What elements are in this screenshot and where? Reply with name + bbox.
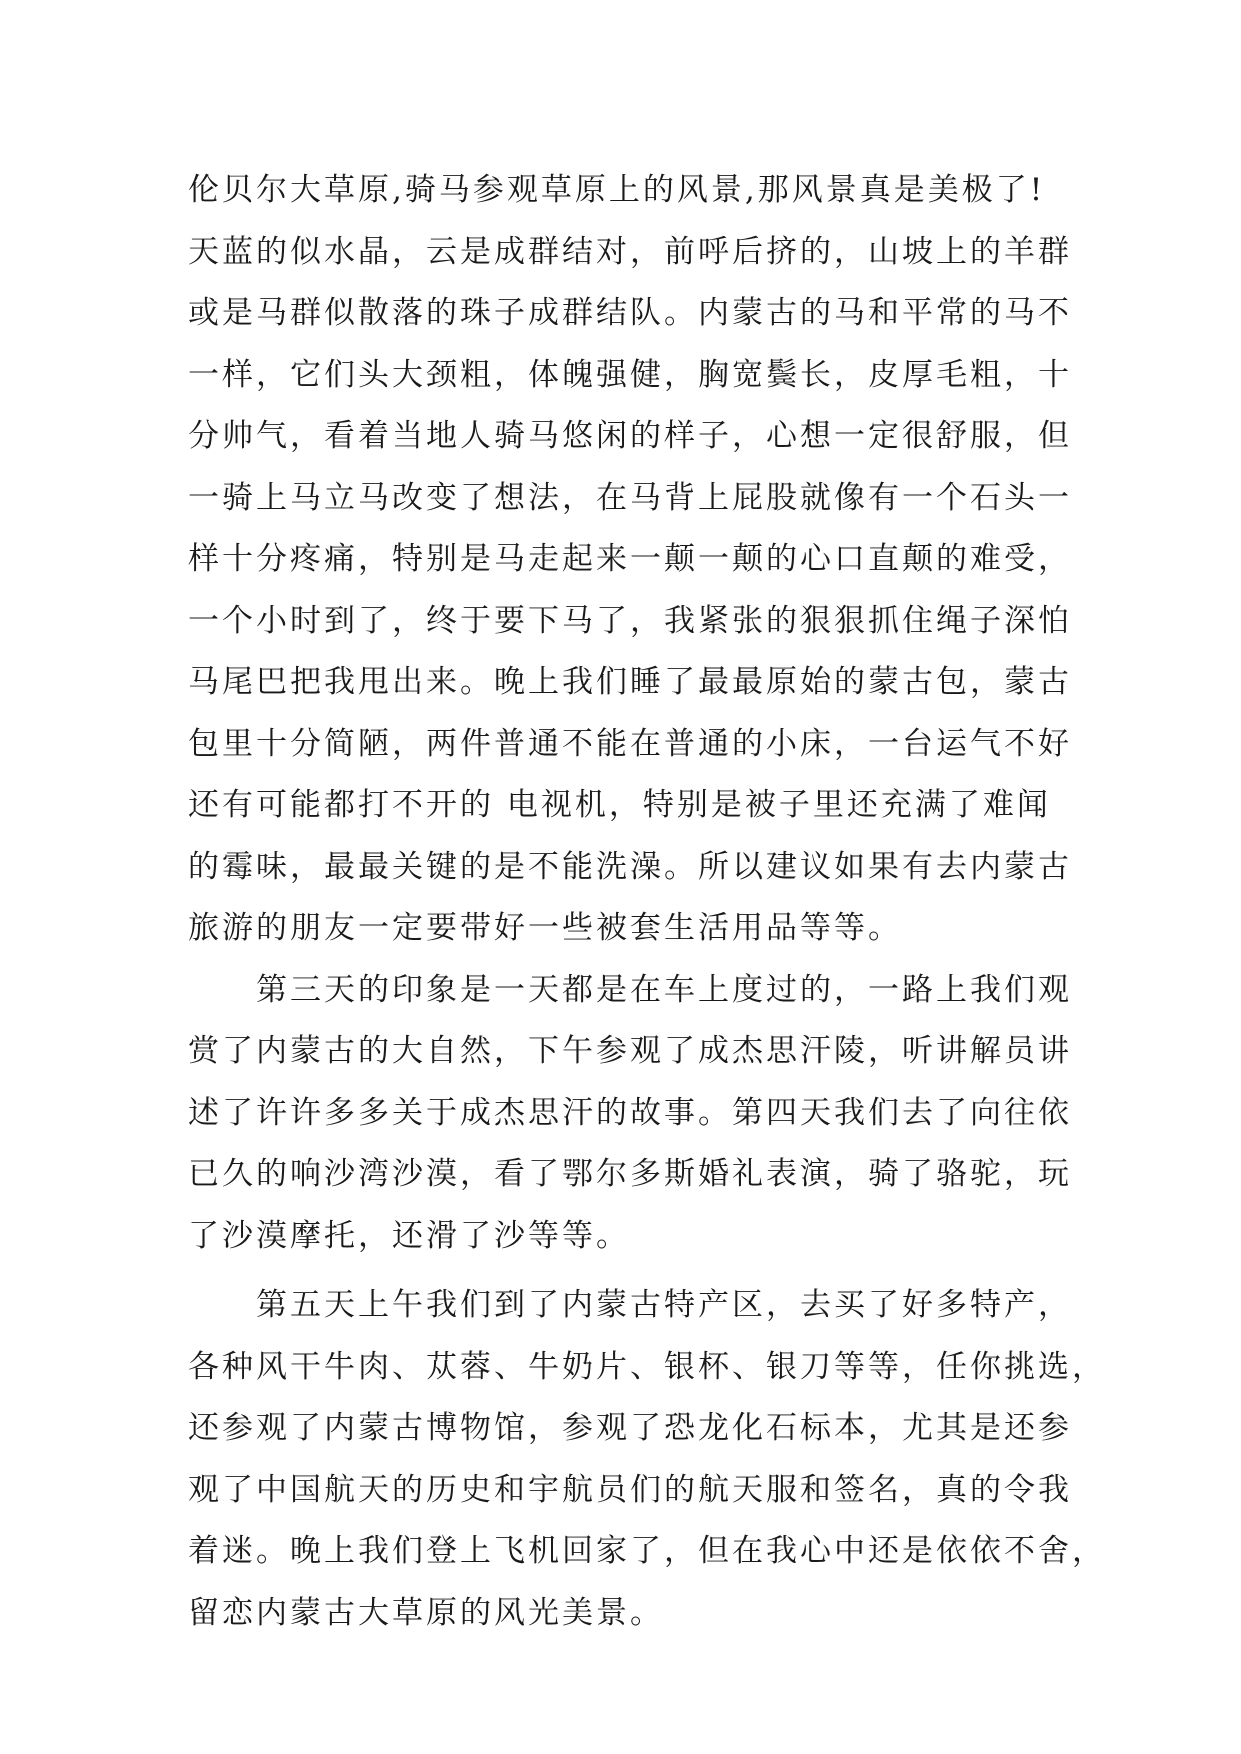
paragraph-2	[188, 960, 1072, 1268]
text-line: 观了中国航天的历史和宇航员们的航天服和签名，真的令我	[188, 1471, 1072, 1508]
text-line: 包里十分简陋，两件普通不能在普通的小床，一台运气不好	[188, 725, 1072, 762]
text-line: 或是马群似散落的珠子成群结队。内蒙古的马和平常的马不	[188, 295, 1072, 331]
text-line: 述了许许多多关于成杰思汗的故事。第四天我们去了向往依	[188, 1094, 1072, 1131]
text-line: 第五天上午我们到了内蒙古特产区，去买了好多特产，	[256, 1287, 1072, 1323]
text-line: 旅游的朋友一定要带好一些被套生活用品等等。	[188, 910, 902, 946]
text-line: 一个小时到了，终于要下马了，我紧张的狠狠抓住绳子深怕	[188, 602, 1072, 639]
text-line: 分帅气，看着当地人骑马悠闲的样子，心想一定很舒服，但	[188, 418, 1072, 454]
text-line: 了沙漠摩托，还滑了沙等等。	[188, 1217, 630, 1254]
text-line: 已久的响沙湾沙漠，看了鄂尔多斯婚礼表演，骑了骆驼，玩	[188, 1156, 1072, 1192]
text-line: 的霉味，最最关键的是不能洗澡。所以建议如果有去内蒙古	[188, 848, 1072, 885]
text-line: 赏了内蒙古的大自然，下午参观了成杰思汗陵，听讲解员讲	[188, 1033, 1072, 1069]
text-line: 第三天的印象是一天都是在车上度过的，一路上我们观	[256, 971, 1072, 1008]
text-line: 马尾巴把我甩出来。晚上我们睡了最最原始的蒙古包，蒙古	[188, 664, 1072, 700]
text-line: 各种风干牛肉、苁蓉、牛奶片、银杯、银刀等等，任你挑选，	[188, 1348, 1106, 1385]
text-line: 一骑上马立马改变了想法，在马背上屁股就像有一个石头一	[188, 479, 1072, 516]
text-line: 留恋内蒙古大草原的风光美景。	[188, 1594, 664, 1631]
paragraph-gap	[188, 1267, 1048, 1275]
paragraph-1	[188, 160, 1072, 960]
paragraph-3	[188, 1275, 1106, 1644]
text-line: 还有可能都打不开的 电视机，特别是被子里还充满了难闻	[188, 787, 1051, 823]
document-body	[188, 160, 1106, 1644]
text-line: 天蓝的似水晶，云是成群结对，前呼后挤的，山坡上的羊群	[188, 233, 1072, 270]
text-line: 伦贝尔大草原,骑马参观草原上的风景,那风景真是美极了!	[188, 172, 1046, 208]
text-line: 着迷。晚上我们登上飞机回家了，但在我心中还是依依不舍，	[188, 1533, 1106, 1569]
text-line: 一样，它们头大颈粗，体魄强健，胸宽鬓长，皮厚毛粗，十	[188, 356, 1072, 393]
text-line: 样十分疼痛，特别是马走起来一颠一颠的心口直颠的难受，	[188, 541, 1072, 577]
text-line: 还参观了内蒙古博物馆，参观了恐龙化石标本，尤其是还参	[188, 1410, 1072, 1446]
